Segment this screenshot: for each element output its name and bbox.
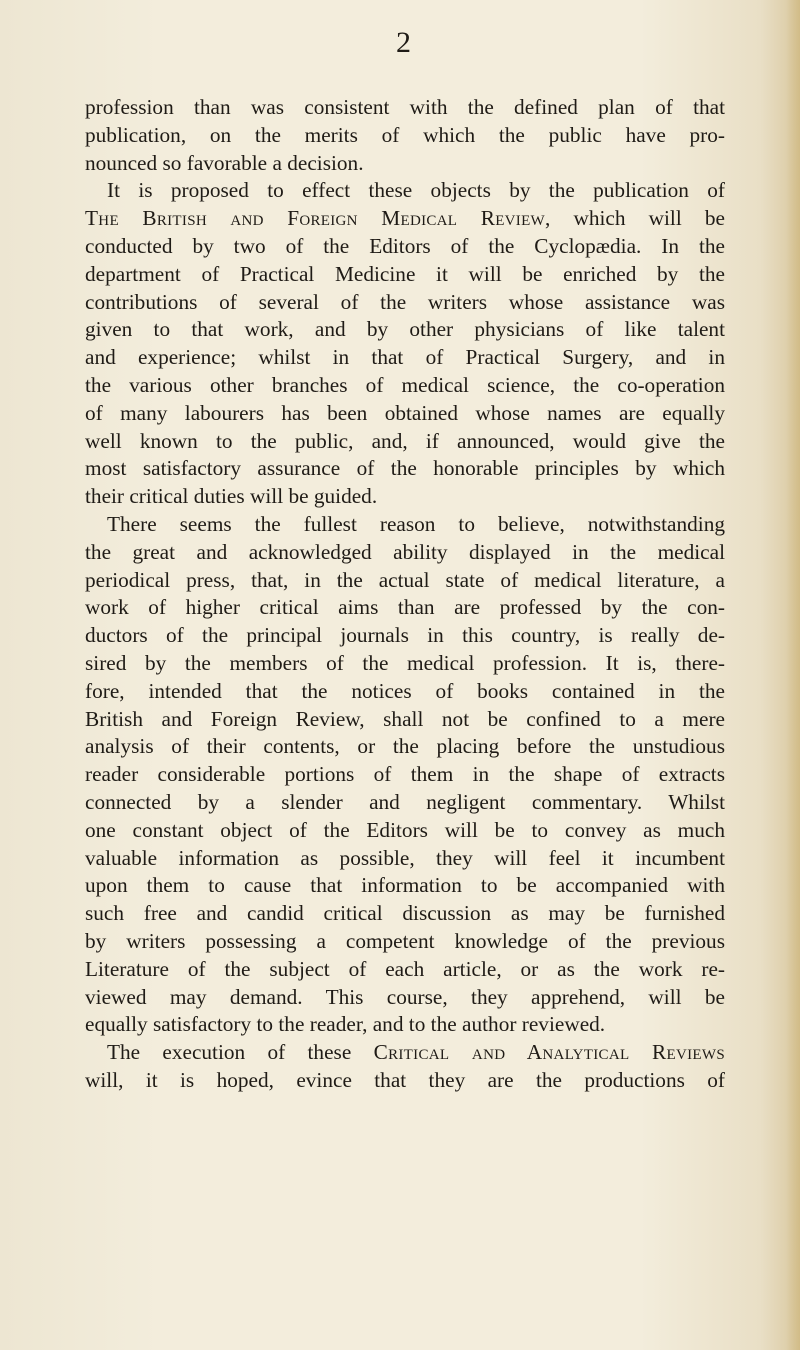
- text-line: of many labourers has been obtained whose names are equally: [85, 400, 725, 425]
- text-line: will, it is hoped, evince that they are the productions of: [85, 1067, 725, 1092]
- text-line: British and Foreign Review, shall not be confined to a mere: [85, 706, 725, 731]
- text-line: Literature of the subject of each article, or as the work re-: [85, 956, 725, 981]
- text-line: and experience; whilst in that of Practical Surgery, and in: [85, 345, 725, 370]
- small-caps-title: Critical and Analytical Reviews: [373, 1040, 725, 1065]
- text-line: department of Practical Medicine it will be enriched by the: [85, 261, 725, 286]
- text-line: ductors of the principal journals in this country, is really de-: [85, 623, 725, 648]
- small-caps-title: The British and Foreign Medical Review: [85, 206, 546, 231]
- text-line: It is proposed to effect these objects by the publication of: [107, 178, 725, 203]
- text-segment: The execution of these: [107, 1040, 374, 1065]
- text-line: fore, intended that the notices of books contained in the: [85, 678, 725, 703]
- text-line: valuable information as possible, they will feel it incumbent: [85, 845, 725, 870]
- text-line: most satisfactory assurance of the honorable principles by which: [85, 456, 725, 481]
- text-line: [85, 205, 725, 233]
- text-line: given to that work, and by other physicians of like talent: [85, 317, 725, 342]
- text-line: equally satisfactory to the reader, and to the author reviewed.: [85, 1012, 606, 1037]
- text-line: their critical duties will be guided.: [85, 484, 378, 509]
- text-line: the various other branches of medical science, the co-operation: [85, 372, 725, 397]
- text-line: well known to the public, and, if announced, would give the: [85, 428, 725, 453]
- text-line: conducted by two of the Editors of the Cyclopædia. In the: [85, 233, 725, 258]
- text-line: nounced so favorable a decision.: [85, 150, 364, 175]
- text-line: viewed may demand. This course, they apprehend, will be: [85, 984, 725, 1009]
- text-segment: , which will be: [545, 206, 725, 231]
- text-line: contributions of several of the writers whose assistance was: [85, 289, 725, 314]
- text-line: periodical press, that, in the actual state of medical literature, a: [85, 567, 725, 592]
- text-line: the great and acknowledged ability displayed in the medical: [85, 539, 725, 564]
- text-line: connected by a slender and negligent commentary. Whilst: [85, 789, 725, 814]
- text-line: by writers possessing a competent knowledge of the previous: [85, 928, 725, 953]
- page-number: 2: [396, 26, 411, 59]
- text-line: such free and candid critical discussion as may be furnished: [85, 901, 725, 926]
- text-line: profession than was consistent with the defined plan of that: [85, 95, 725, 119]
- text-line: reader considerable portions of them in the shape of extracts: [85, 762, 725, 787]
- text-line: sired by the members of the medical profession. It is, there-: [85, 650, 725, 675]
- text-line: [85, 1039, 725, 1067]
- body-text: [85, 94, 725, 1095]
- text-line: publication, on the merits of which the public have pro-: [85, 122, 725, 147]
- text-line: work of higher critical aims than are professed by the con-: [85, 595, 725, 620]
- text-line: one constant object of the Editors will be to convey as much: [85, 817, 725, 842]
- text-line: upon them to cause that information to be accompanied with: [85, 873, 725, 898]
- text-line: analysis of their contents, or the placing before the unstudious: [85, 734, 725, 759]
- text-line: There seems the fullest reason to believe, notwithstanding: [107, 511, 725, 536]
- page-edge-shadow: [786, 0, 800, 1350]
